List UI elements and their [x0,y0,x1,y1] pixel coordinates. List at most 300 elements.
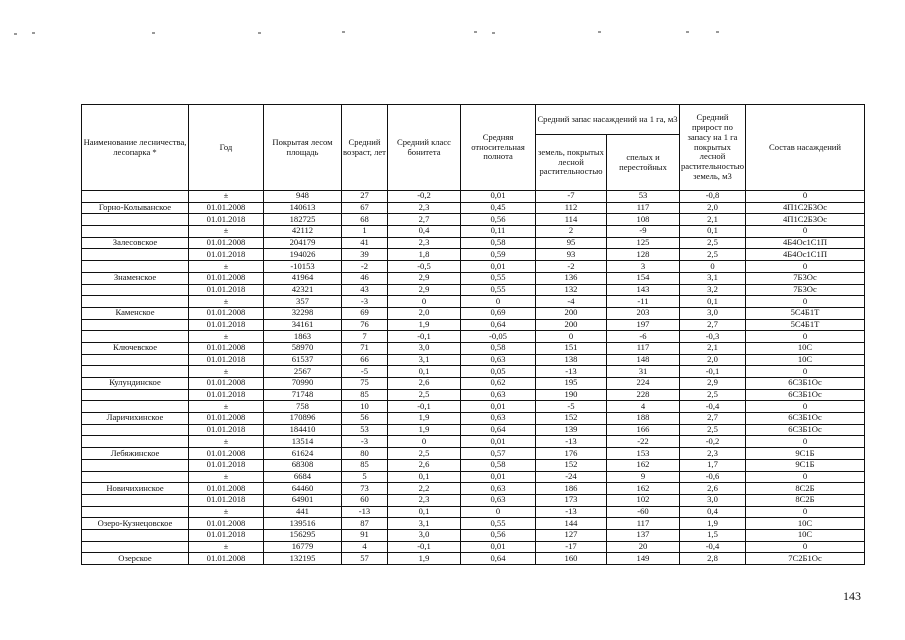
table-cell: 4 [607,401,680,413]
table-cell: 41964 [264,272,342,284]
table-cell: 224 [607,378,680,390]
table-cell: 0,11 [461,226,536,238]
header-class: Средний класс бонитета [388,105,461,191]
table-cell: -13 [536,506,607,518]
table-cell: 73 [342,483,388,495]
table-cell: 203 [607,307,680,319]
table-cell: ± [189,541,264,553]
table-cell: 0,63 [461,483,536,495]
table-cell: 71 [342,342,388,354]
table-cell: 152 [536,459,607,471]
table-cell: 0,01 [461,401,536,413]
table-cell: 0,55 [461,284,536,296]
table-cell: -6 [607,331,680,343]
table-cell: 0,1 [388,471,461,483]
table-cell: 4Б4Ос1С1П [746,237,865,249]
table-cell: 0,01 [461,436,536,448]
table-cell: 0,64 [461,553,536,565]
table-cell: 10 [342,401,388,413]
table-cell: 01.01.2018 [189,424,264,436]
table-cell: 160 [536,553,607,565]
table-cell: 0 [388,296,461,308]
table-cell: 61537 [264,354,342,366]
table-row [82,284,865,296]
table-cell: 2,5 [680,389,746,401]
table-cell: 01.01.2018 [189,214,264,226]
table-cell: 95 [536,237,607,249]
table-cell: 2,3 [388,237,461,249]
table-cell: -13 [536,436,607,448]
table-cell: 1,9 [388,413,461,425]
table-cell: 0,57 [461,448,536,460]
table-cell: 117 [607,202,680,214]
table-cell: 0 [746,191,865,203]
table-cell: 0 [680,261,746,273]
table-cell: -17 [536,541,607,553]
table-cell: Кулундинское [82,378,189,390]
table-cell [82,214,189,226]
table-cell: 93 [536,249,607,261]
table-cell: 0,58 [461,237,536,249]
table-row [82,378,865,390]
table-cell [82,354,189,366]
table-cell: 125 [607,237,680,249]
table-cell: 2,6 [388,459,461,471]
table-cell: 75 [342,378,388,390]
table-cell: 1,5 [680,529,746,541]
table-cell: Ключевское [82,342,189,354]
table-cell: 0 [746,261,865,273]
table-cell: 0,01 [461,261,536,273]
table-cell: 127 [536,529,607,541]
table-cell: 2,3 [388,494,461,506]
table-cell: 2,1 [680,214,746,226]
table-cell [82,494,189,506]
table-cell: 60 [342,494,388,506]
table-cell [82,226,189,238]
table-cell: 01.01.2008 [189,307,264,319]
table-cell: 2,5 [388,448,461,460]
table-cell: 0 [746,401,865,413]
header-stock-group: Средний запас насаждений на 1 га, м3 [536,105,680,135]
table-cell: 01.01.2008 [189,413,264,425]
table-cell: -0,1 [388,331,461,343]
table-cell: 53 [342,424,388,436]
table-cell: 0 [461,506,536,518]
table-cell: 2,6 [388,378,461,390]
table-cell: 64901 [264,494,342,506]
table-cell [82,506,189,518]
table-row [82,424,865,436]
table-cell: -0,1 [388,541,461,553]
table-cell: 1,9 [388,553,461,565]
table-cell: -5 [342,366,388,378]
table-cell: 2,0 [680,202,746,214]
table-cell: ± [189,296,264,308]
table-cell: 1 [342,226,388,238]
table-cell: 01.01.2008 [189,342,264,354]
table-cell: -22 [607,436,680,448]
table-cell: 2,5 [680,237,746,249]
table-cell: Знаменское [82,272,189,284]
table-cell: 43 [342,284,388,296]
table-row [82,191,865,203]
table-cell: 156295 [264,529,342,541]
table-cell: 173 [536,494,607,506]
table-cell: ± [189,471,264,483]
table-row [82,471,865,483]
table-cell [82,319,189,331]
table-cell: -0,8 [680,191,746,203]
table-cell [82,284,189,296]
table-cell: 166 [607,424,680,436]
table-cell: 117 [607,518,680,530]
table-cell: 186 [536,483,607,495]
table-cell: 58970 [264,342,342,354]
table-cell: 162 [607,483,680,495]
table-cell [82,459,189,471]
table-cell: 3,1 [388,518,461,530]
table-cell: 128 [607,249,680,261]
table-cell: 8С2Б [746,494,865,506]
table-cell: -0,4 [680,541,746,553]
table-cell: 0,1 [680,226,746,238]
table-cell: 01.01.2008 [189,448,264,460]
table-cell: 0,64 [461,424,536,436]
table-cell: 0,4 [388,226,461,238]
table-cell: 2,2 [388,483,461,495]
table-cell: 0,59 [461,249,536,261]
table-cell: 5С4Б1Т [746,307,865,319]
table-row [82,261,865,273]
table-cell: 01.01.2018 [189,459,264,471]
table-row [82,307,865,319]
table-cell: -10153 [264,261,342,273]
table-cell: 0 [388,436,461,448]
table-cell: 102 [607,494,680,506]
table-cell: 67 [342,202,388,214]
table-cell: 228 [607,389,680,401]
table-cell: 149 [607,553,680,565]
table-cell [82,296,189,308]
table-cell: 42112 [264,226,342,238]
table-cell: 68 [342,214,388,226]
table-cell: 0,63 [461,413,536,425]
table-cell: 7С2Б1Ос [746,553,865,565]
table-cell: 61624 [264,448,342,460]
table-cell: 3,2 [680,284,746,296]
table-cell: 2,7 [388,214,461,226]
table-cell [82,191,189,203]
table-cell: 148 [607,354,680,366]
table-row [82,272,865,284]
table-cell: 0,56 [461,214,536,226]
table-cell: 64460 [264,483,342,495]
table-cell: 5 [342,471,388,483]
table-cell: Горно-Колыванское [82,202,189,214]
table-cell: 0,01 [461,191,536,203]
table-cell: 0,69 [461,307,536,319]
table-cell: 204179 [264,237,342,249]
table-cell: 01.01.2008 [189,518,264,530]
table-cell: 184410 [264,424,342,436]
table-cell: 0 [746,436,865,448]
table-cell [82,401,189,413]
table-cell: 10С [746,529,865,541]
table-row [82,226,865,238]
table-cell: 154 [607,272,680,284]
table-cell: 6С3Б1Ос [746,389,865,401]
table-cell: 197 [607,319,680,331]
table-cell: 42321 [264,284,342,296]
table-row [82,494,865,506]
table-row [82,413,865,425]
table-cell: 01.01.2018 [189,494,264,506]
table-cell: 7 [342,331,388,343]
header-year: Год [189,105,264,191]
table-cell: 195 [536,378,607,390]
table-cell: 2,0 [388,307,461,319]
table-cell: -0,3 [680,331,746,343]
table-cell: 0,63 [461,354,536,366]
header-stock-land: земель, покрытых лесной растительностью [536,135,607,191]
table-row [82,202,865,214]
table-row [82,342,865,354]
table-cell: 01.01.2008 [189,237,264,249]
table-cell: -5 [536,401,607,413]
table-row [82,237,865,249]
table-cell: 0,63 [461,494,536,506]
page-number: 143 [843,589,861,603]
table-cell [82,529,189,541]
table-cell: 0,4 [680,506,746,518]
table-cell: ± [189,366,264,378]
header-stock-mature: спелых и перестойных [607,135,680,191]
table-cell: 0,1 [388,366,461,378]
table-cell: 9С1Б [746,448,865,460]
table-cell: 2,9 [388,272,461,284]
table-cell: 194026 [264,249,342,261]
table-cell: 139 [536,424,607,436]
header-density: Средняя относительная полнота [461,105,536,191]
table-cell: -60 [607,506,680,518]
table-cell: 70990 [264,378,342,390]
table-cell: 01.01.2008 [189,553,264,565]
table-cell: 01.01.2008 [189,272,264,284]
table-cell: 0,01 [461,541,536,553]
table-cell: -0,2 [680,436,746,448]
table-cell: 2,1 [680,342,746,354]
table-cell: 0 [461,296,536,308]
table-cell: 3,0 [388,342,461,354]
table-cell [82,541,189,553]
table-cell: 20 [607,541,680,553]
table-cell: 01.01.2008 [189,202,264,214]
table-cell: 2 [536,226,607,238]
table-cell: 3,0 [680,307,746,319]
table-cell: 1,9 [388,319,461,331]
table-cell: 948 [264,191,342,203]
table-cell: 0,55 [461,518,536,530]
table-cell: -0,6 [680,471,746,483]
table-cell: Лебяжинское [82,448,189,460]
table-cell: 176 [536,448,607,460]
table-cell: 4П1С2Б3Ос [746,214,865,226]
table-cell: -0,1 [388,401,461,413]
table-row [82,529,865,541]
table-cell: -24 [536,471,607,483]
table-cell: 0,55 [461,272,536,284]
table-cell: 80 [342,448,388,460]
table-cell: 2,9 [388,284,461,296]
table-cell: 2567 [264,366,342,378]
table-cell: 0,01 [461,471,536,483]
table-cell: 4 [342,541,388,553]
table-cell: 9 [607,471,680,483]
table-cell: 01.01.2018 [189,529,264,541]
table-cell: -9 [607,226,680,238]
table-cell: 0 [746,226,865,238]
table-cell: Озеро-Кузнецовское [82,518,189,530]
table-cell: 1,9 [388,424,461,436]
table-row [82,506,865,518]
table-cell: 10С [746,342,865,354]
table-cell: 162 [607,459,680,471]
table-cell: 7Б3Ос [746,284,865,296]
table-cell: Ларичихинское [82,413,189,425]
table-cell: 0,05 [461,366,536,378]
table-cell: -0,1 [680,366,746,378]
table-cell: ± [189,226,264,238]
table-cell: 34161 [264,319,342,331]
table-cell: 10С [746,518,865,530]
table-cell: -0,4 [680,401,746,413]
table-cell: 1,8 [388,249,461,261]
table-cell: 2,6 [680,483,746,495]
table-row [82,214,865,226]
table-cell: 170896 [264,413,342,425]
table-cell: ± [189,401,264,413]
table-cell: -13 [342,506,388,518]
table-cell: 3,1 [680,272,746,284]
header-name: Наименование лесничества, лесопарка * [82,105,189,191]
table-cell: 57 [342,553,388,565]
table-cell: -0,05 [461,331,536,343]
table-cell: 01.01.2018 [189,319,264,331]
table-cell: 7Б3Ос [746,272,865,284]
table-cell [82,366,189,378]
table-cell: 32298 [264,307,342,319]
table-cell [82,389,189,401]
table-cell: 140613 [264,202,342,214]
table-cell: 137 [607,529,680,541]
table-cell: 151 [536,342,607,354]
table-cell: 6С3Б1Ос [746,424,865,436]
table-cell: 182725 [264,214,342,226]
table-cell [82,261,189,273]
table-cell: 153 [607,448,680,460]
table-cell: 132 [536,284,607,296]
table-cell: 117 [607,342,680,354]
table-cell: 136 [536,272,607,284]
table-cell: 01.01.2018 [189,389,264,401]
table-cell: ± [189,436,264,448]
table-cell: -3 [342,436,388,448]
table-cell: 138 [536,354,607,366]
table-cell [82,436,189,448]
table-cell: 112 [536,202,607,214]
table-cell: 200 [536,307,607,319]
table-cell: 31 [607,366,680,378]
table-cell: 01.01.2008 [189,378,264,390]
table-row [82,366,865,378]
table-cell: 2,7 [680,319,746,331]
table-cell: 0,45 [461,202,536,214]
table-cell: 4Б4Ос1С1П [746,249,865,261]
table-cell [82,471,189,483]
table-cell: 139516 [264,518,342,530]
table-body [82,191,865,565]
table-cell: 3 [607,261,680,273]
table-cell [82,424,189,436]
table-cell: 2,0 [680,354,746,366]
table-cell: 53 [607,191,680,203]
table-cell: 190 [536,389,607,401]
table-cell: 3,0 [388,529,461,541]
table-cell: ± [189,261,264,273]
table-cell: 27 [342,191,388,203]
table-cell: 2,3 [680,448,746,460]
table-cell: 9С1Б [746,459,865,471]
table-cell: 143 [607,284,680,296]
table-cell: ± [189,506,264,518]
table-row [82,483,865,495]
table-cell: 2,5 [680,249,746,261]
table-cell: 68308 [264,459,342,471]
table-cell: -2 [536,261,607,273]
table-cell: 56 [342,413,388,425]
table-cell: 0,63 [461,389,536,401]
table-cell: 0,62 [461,378,536,390]
table-cell: 0 [746,506,865,518]
table-cell: 0,56 [461,529,536,541]
table-cell: 0 [746,471,865,483]
table-cell: 0,58 [461,342,536,354]
table-cell: 132195 [264,553,342,565]
table-cell: 76 [342,319,388,331]
table-cell: 85 [342,459,388,471]
table-cell: 16779 [264,541,342,553]
table-row [82,249,865,261]
table-cell: -11 [607,296,680,308]
table-row [82,459,865,471]
table-cell: -3 [342,296,388,308]
table-cell: 71748 [264,389,342,401]
table-cell: 3,0 [680,494,746,506]
table-cell: -0,5 [388,261,461,273]
table-cell: 85 [342,389,388,401]
table-cell: 01.01.2018 [189,249,264,261]
table-cell: 87 [342,518,388,530]
table-cell [82,331,189,343]
table-row [82,553,865,565]
table-cell: Каменское [82,307,189,319]
table-cell: 0,1 [388,506,461,518]
table-cell: ± [189,331,264,343]
table-cell: Озерское [82,553,189,565]
table-cell: -2 [342,261,388,273]
table-row [82,518,865,530]
